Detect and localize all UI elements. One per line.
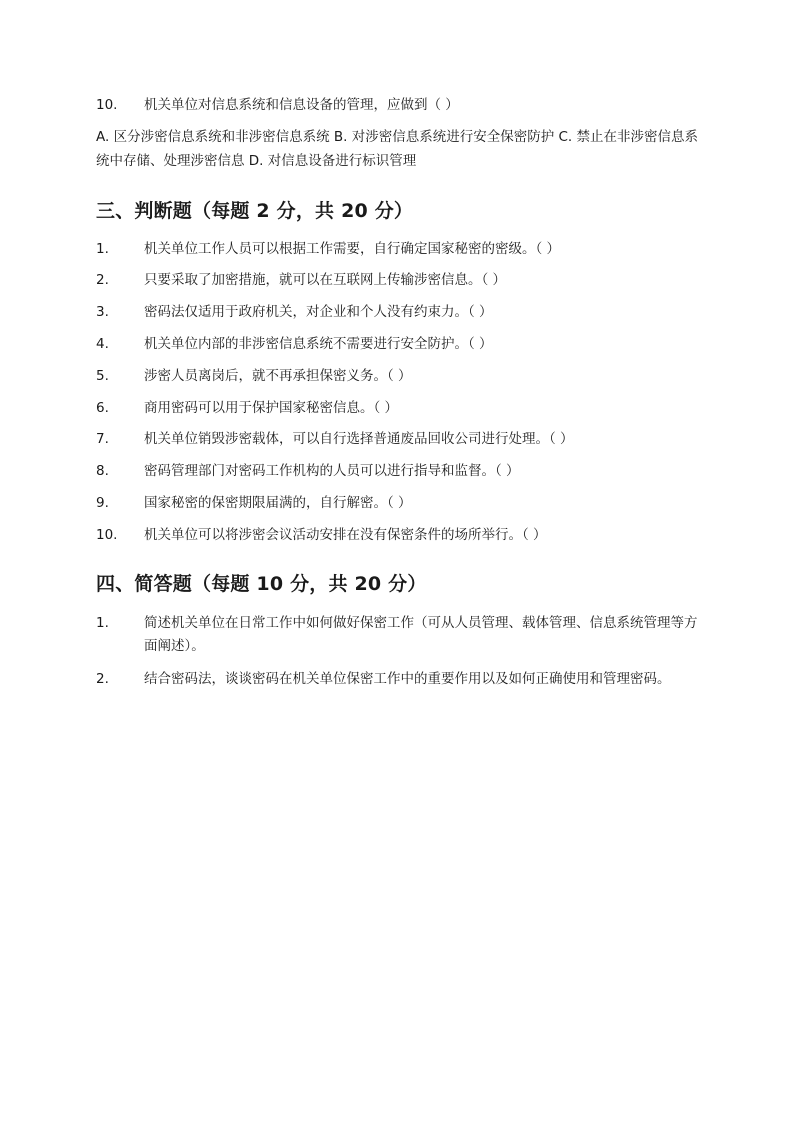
judgment-item xyxy=(96,524,706,547)
item-number: 4. xyxy=(96,336,109,352)
item-number: 8. xyxy=(96,463,109,479)
item-text: 只要采取了加密措施，就可以在互联网上传输涉密信息。（ ） xyxy=(144,272,507,288)
item-text: 机关单位内部的非涉密信息系统不需要进行安全防护。（ ） xyxy=(144,336,493,352)
item-number: 7. xyxy=(96,431,109,447)
judgment-item xyxy=(96,238,706,261)
item-number: 6. xyxy=(96,400,109,416)
item-text: 结合密码法，谈谈密码在机关单位保密工作中的重要作用以及如何正确使用和管理密码。 xyxy=(144,671,671,687)
judgment-item xyxy=(96,428,706,451)
judgment-item xyxy=(96,460,706,483)
judgment-item xyxy=(96,333,706,356)
item-number: 9. xyxy=(96,495,109,511)
item-number: 2. xyxy=(96,272,109,288)
short-answer-item xyxy=(96,668,706,691)
item-text: 国家秘密的保密期限届满的，自行解密。（ ） xyxy=(144,495,412,511)
question-10-options: A. 区分涉密信息系统和非涉密信息系统 B. 对涉密信息系统进行安全保密防护 C. 禁止在非涉密信息系统中存储、处理涉密信息 D. 对信息设备进行标识管理 xyxy=(96,129,699,169)
judgment-item xyxy=(96,269,706,292)
judgment-item xyxy=(96,301,706,324)
item-text: 机关单位可以将涉密会议活动安排在没有保密条件的场所举行。（ ） xyxy=(144,527,547,543)
item-text: 简述机关单位在日常工作中如何做好保密工作（可从人员管理、载体管理、信息系统管理等方面阐述）。 xyxy=(144,615,698,654)
short-answer-item xyxy=(96,612,706,658)
item-text: 密码管理部门对密码工作机构的人员可以进行指导和监督。（ ） xyxy=(144,463,520,479)
item-number: 1. xyxy=(96,241,109,257)
item-number: 2. xyxy=(96,671,109,687)
question-text: 机关单位对信息系统和信息设备的管理，应做到（ ） xyxy=(144,97,459,113)
question-10 xyxy=(96,94,706,117)
item-text: 机关单位工作人员可以根据工作需要，自行确定国家秘密的密级。（ ） xyxy=(144,241,561,257)
item-number: 3. xyxy=(96,304,109,320)
judgment-item xyxy=(96,492,706,515)
item-number: 1. xyxy=(96,615,109,631)
section-heading-short-answer: 四、简答题（每题 10 分，共 20 分） xyxy=(96,573,427,595)
item-text: 商用密码可以用于保护国家秘密信息。（ ） xyxy=(144,400,399,416)
item-text: 机关单位销毁涉密载体，可以自行选择普通废品回收公司进行处理。（ ） xyxy=(144,431,574,447)
judgment-item xyxy=(96,397,706,420)
item-text: 涉密人员离岗后，就不再承担保密义务。（ ） xyxy=(144,368,412,384)
judgment-item xyxy=(96,365,706,388)
item-number: 10. xyxy=(96,527,118,543)
item-number: 5. xyxy=(96,368,109,384)
section-heading-judgment: 三、判断题（每题 2 分，共 20 分） xyxy=(96,200,414,222)
question-number: 10. xyxy=(96,97,118,113)
item-text: 密码法仅适用于政府机关，对企业和个人没有约束力。（ ） xyxy=(144,304,493,320)
